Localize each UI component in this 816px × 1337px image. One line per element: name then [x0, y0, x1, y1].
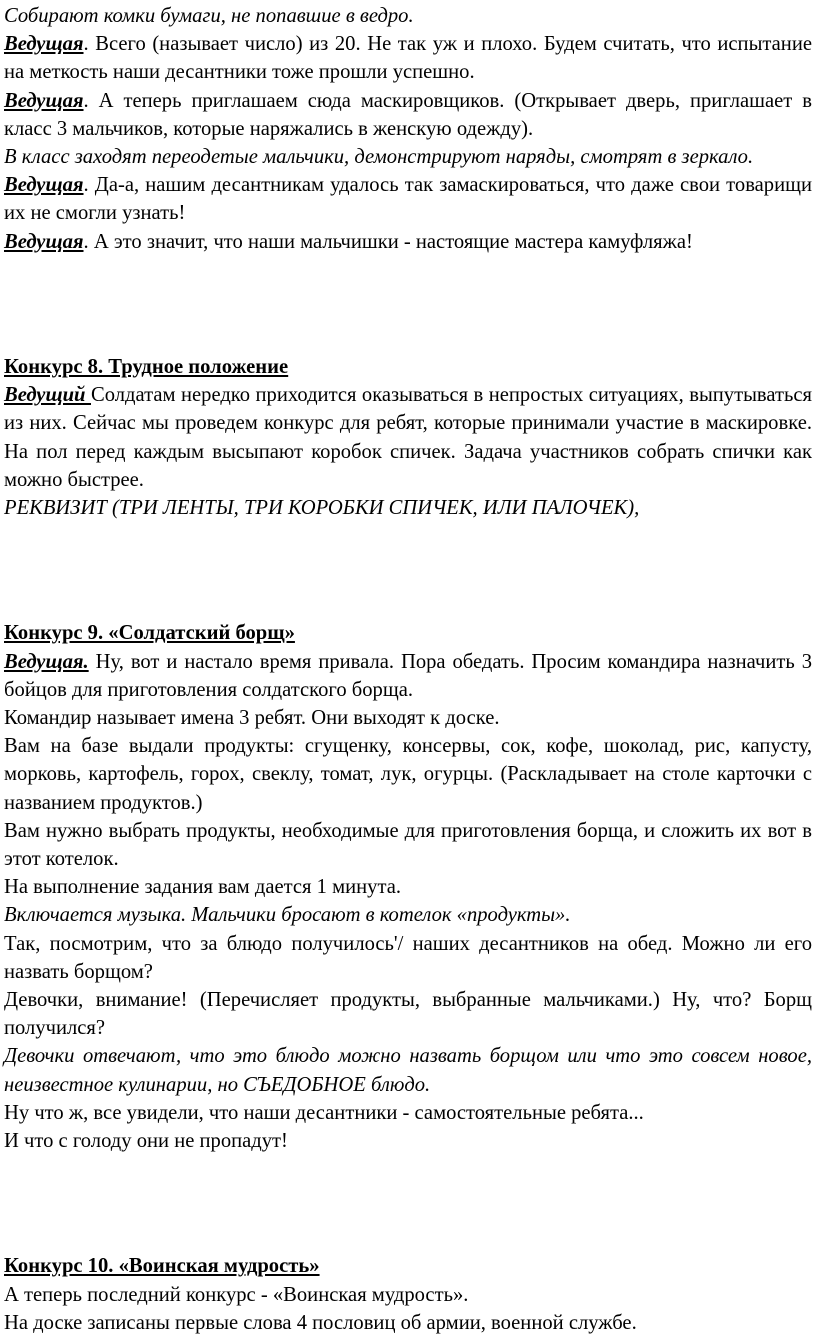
text-run: . Да-а, нашим десантникам удалось так замаскироваться, что даже свои товарищи их не смогли узнать!	[4, 174, 812, 225]
speaker-label: Ведущий	[4, 384, 91, 407]
paragraph	[4, 1127, 812, 1155]
paragraph-spacer	[4, 276, 812, 332]
text-run: Девочки отвечают, что это блюдо можно назвать борщом или что это совсем новое, неизвестное кулинарии, но СЪЕДОБНОЕ блюдо.	[4, 1045, 812, 1096]
text-run: . Всего (называет число) из 20. Не так уж и плохо. Будем считать, что испытание на меткость наши десантники тоже прошли успешно.	[4, 33, 812, 84]
speaker-label: Ведущая	[4, 230, 84, 253]
section-heading: Конкурс 10. «Воинская мудрость»	[4, 1255, 320, 1278]
paragraph	[4, 1252, 812, 1280]
section-heading: Конкурс 8. Трудное положение	[4, 356, 289, 379]
paragraph	[4, 873, 812, 901]
paragraph-spacer	[4, 1176, 812, 1232]
paragraph	[4, 228, 812, 256]
paragraph	[4, 1309, 812, 1337]
text-run: Вам нужно выбрать продукты, необходимые для приготовления борща, и сложить их вот в этот котелок.	[4, 819, 812, 871]
paragraph	[4, 143, 812, 171]
text-run: РЕКВИЗИТ (ТРИ ЛЕНТЫ, ТРИ КОРОБКИ СПИЧЕК, ИЛИ ПАЛОЧЕК),	[4, 497, 640, 520]
paragraph	[4, 381, 812, 494]
text-run: Включается музыка. Мальчики бросают в котелок «продукты».	[4, 904, 571, 927]
text-run: Командир называет имена 3 ребят. Они выходят к доске.	[4, 707, 500, 730]
text-run: В класс заходят переодетые мальчики, демонстрируют наряды, смотрят в зеркало.	[4, 146, 754, 169]
text-run: Ну что ж, все увидели, что наши десантники - самостоятельные ребята...	[4, 1101, 644, 1124]
speaker-label: Ведущая	[4, 89, 84, 112]
text-run: На выполнение задания вам дается 1 минута.	[4, 876, 401, 899]
paragraph	[4, 1099, 812, 1127]
text-run: А теперь последний конкурс - «Воинская мудрость».	[4, 1283, 469, 1306]
speaker-label: Ведущая	[4, 174, 84, 197]
speaker-label: Ведущая.	[4, 650, 89, 673]
text-run: Девочки, внимание! (Перечисляет продукты, выбранные мальчиками.) Ну, что? Борщ получился?	[4, 989, 812, 1040]
text-run: . А это значит, что наши мальчишки - настоящие мастера камуфляжа!	[83, 230, 693, 253]
speaker-label: Ведущая	[4, 33, 84, 56]
paragraph	[4, 648, 812, 704]
paragraph	[4, 1042, 812, 1098]
paragraph	[4, 30, 812, 86]
paragraph	[4, 1281, 812, 1309]
text-run: На доске записаны первые слова 4 пословиц об армии, военной службе.	[4, 1311, 637, 1334]
paragraph	[4, 171, 812, 227]
paragraph	[4, 986, 812, 1042]
paragraph	[4, 732, 812, 817]
text-run: Собирают комки бумаги, не попавшие в ведро.	[4, 5, 414, 27]
text-run: Так, посмотрим, что за блюдо получилось'/ наших десантников на обед. Можно ли его назвать борщом?	[4, 932, 812, 983]
text-run: Солдатам нередко приходится оказываться в непростых ситуациях, выпутываться из них. Сейчас мы проведем конкурс для ребят, которые принимали участие в маскировке. На пол перед каждым высыпают коробок спичек. Задача участников собрать спички как можно быстрее.	[4, 384, 812, 491]
paragraph	[4, 2, 812, 30]
text-run: Ну, вот и настало время привала. Пора обедать. Просим командира назначить 3 бойцов для приготовления солдатского борща.	[4, 650, 812, 701]
paragraph	[4, 901, 812, 929]
text-run: . А теперь приглашаем сюда маскировщиков. (Открывает дверь, приглашает в класс 3 мальчиков, которые наряжались в женскую одежду).	[4, 89, 812, 140]
text-run: Вам на базе выдали продукты: сгущенку, консервы, сок, кофе, шоколад, рис, капусту, морковь, картофель, горох, свеклу, томат, лук, огурцы. (Раскладывает на столе карточки с названием продуктов.)	[4, 735, 812, 814]
section-heading: Конкурс 9. «Солдатский борщ»	[4, 622, 295, 645]
paragraph	[4, 353, 812, 381]
paragraph-spacer	[4, 543, 812, 599]
paragraph	[4, 619, 812, 647]
paragraph	[4, 817, 812, 873]
paragraph	[4, 930, 812, 986]
paragraph	[4, 494, 812, 522]
paragraph	[4, 704, 812, 732]
text-run: И что с голоду они не пропадут!	[4, 1130, 288, 1153]
paragraph	[4, 87, 812, 143]
